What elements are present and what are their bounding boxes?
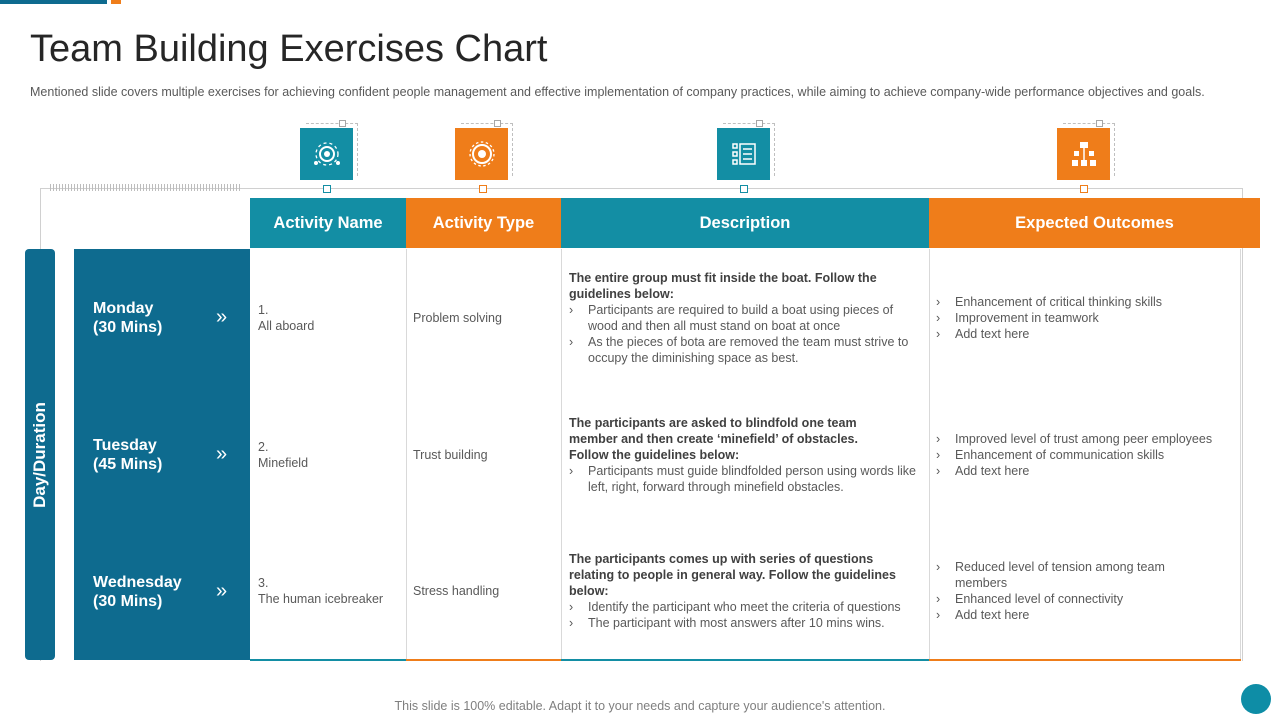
org-chart-tile (1057, 128, 1110, 180)
description-bullet: › Participants are required to build a boat using pieces of wood and then all must stand on boat at once (569, 302, 921, 334)
header-activity-name: Activity Name (250, 198, 406, 248)
outcome-item: › Improvement in teamwork (936, 310, 1232, 326)
outcomes-cell (936, 294, 1232, 342)
day-duration-label: Day/Duration (30, 402, 49, 508)
connector-dot (740, 185, 748, 193)
checklist-tile (717, 128, 770, 180)
column-divider (1240, 249, 1241, 660)
connector-dot (323, 185, 331, 193)
day-monday: Monday (30 Mins) (93, 300, 163, 336)
outcome-item: › Enhancement of critical thinking skills (936, 294, 1232, 310)
column-divider (561, 249, 562, 660)
bottom-border (929, 659, 1241, 661)
corner-circle (1241, 684, 1271, 714)
org-chart-icon (1069, 139, 1099, 169)
double-chevron-icon: » (216, 580, 228, 602)
bottom-border (406, 659, 561, 661)
team-gear-icon (312, 139, 342, 169)
description-bullet: › As the pieces of bota are removed the team must strive to occupy the diminishing space as best. (569, 334, 921, 366)
checklist-icon (729, 139, 759, 169)
outcomes-cell (936, 431, 1232, 479)
outcome-item: › Add text here (936, 607, 1186, 623)
outcome-item: › Enhancement of communication skills (936, 447, 1232, 463)
day-tuesday: Tuesday (45 Mins) (93, 437, 163, 473)
outcome-item: › Add text here (936, 326, 1232, 342)
outcome-item: › Enhanced level of connectivity (936, 591, 1186, 607)
column-divider (929, 249, 930, 660)
footer-note: This slide is 100% editable. Adapt it to your needs and capture your audience's attention. (394, 699, 886, 713)
outcomes-cell (936, 559, 1186, 623)
description-bullet: › Participants must guide blindfolded person using words like left, right, forward through minefield obstacles. (569, 463, 921, 495)
double-chevron-icon: » (216, 443, 228, 465)
accent-bar-blue (0, 0, 107, 4)
outcome-item: › Reduced level of tension among team members (936, 559, 1186, 591)
header-description: Description (561, 198, 929, 248)
header-activity-type: Activity Type (406, 198, 561, 248)
description-cell: The participants are asked to blindfold one team member and then create ‘minefield’ of obstacles. Follow the guidelines below: › Participants must guide blindfolded person using words like left, right, forward through minefield obstacles. (569, 415, 889, 495)
activity-name-cell: 1. All aboard (258, 303, 315, 333)
connector-dot (479, 185, 487, 193)
target-gear-tile (455, 128, 508, 180)
team-gear-tile (300, 128, 353, 180)
bottom-border (250, 659, 406, 661)
description-cell: The participants comes up with series of questions relating to people in general way. Follow the guidelines below: › Identify the participant who meet the criteria of questions › The participant with most answers after 10 mins wins. (569, 551, 921, 631)
connector-dot (1080, 185, 1088, 193)
description-cell: The entire group must fit inside the boat. Follow the guidelines below: › Participants are required to build a boat using pieces of wood and then all must stand on boat at once › As the pieces of bota are removed the team must strive to occupy the diminishing space as best. (569, 270, 921, 366)
page-title: Team Building Exercises Chart (30, 28, 548, 70)
activity-name-cell: 3. The human icebreaker (258, 576, 384, 606)
outcome-item: › Add text here (936, 463, 1232, 479)
column-divider (406, 249, 407, 660)
description-bullet: › Identify the participant who meet the criteria of questions (569, 599, 921, 615)
bottom-border (561, 659, 929, 661)
activity-type-cell: Trust building (413, 448, 488, 462)
outcome-item: › Improved level of trust among peer employees (936, 431, 1232, 447)
activity-name-cell: 2. Minefield (258, 440, 309, 470)
target-gear-icon (467, 139, 497, 169)
double-chevron-icon: » (216, 306, 228, 328)
page-subtitle: Mentioned slide covers multiple exercises for achieving confident people management and effective implementation of company practices, while aiming to achieve company-wide performance objectives and goals. (30, 85, 1205, 99)
header-expected-outcomes: Expected Outcomes (929, 198, 1260, 248)
activity-type-cell: Stress handling (413, 584, 500, 598)
ruler-ticks (50, 184, 240, 191)
day-wednesday: Wednesday (30 Mins) (93, 574, 182, 610)
description-bullet: › The participant with most answers after 10 mins wins. (569, 615, 921, 631)
accent-bar-orange (111, 0, 121, 4)
activity-type-cell: Problem solving (413, 311, 502, 325)
